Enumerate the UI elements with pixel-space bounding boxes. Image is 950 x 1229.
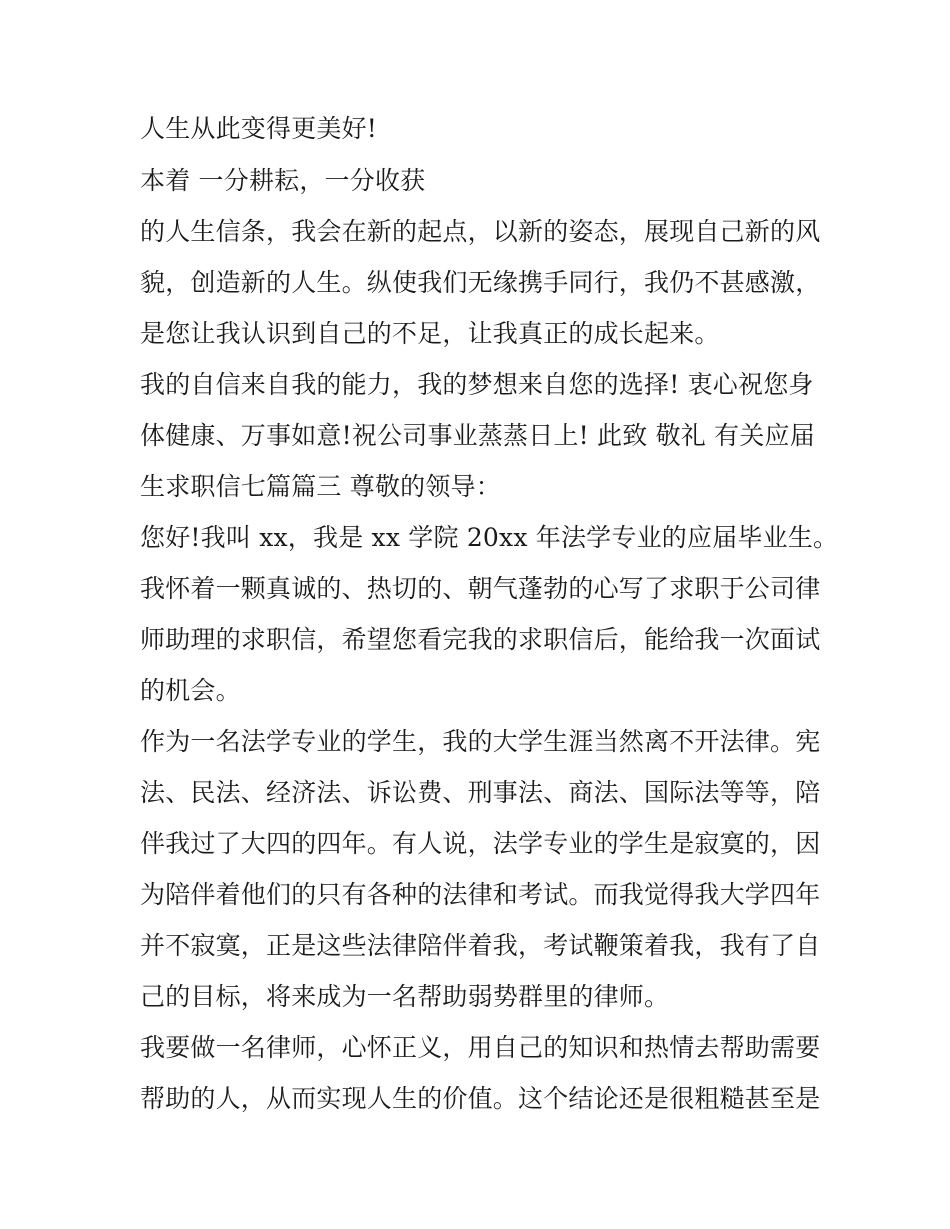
- text-line: 我要做一名律师，心怀正义，用自己的知识和热情去帮助需要: [140, 1033, 821, 1062]
- text-line: 体健康、万事如意!祝公司事业蒸蒸日上! 此致 敬礼 有关应届: [140, 421, 815, 450]
- text-line: 法、民法、经济法、诉讼费、刑事法、商法、国际法等等，陪: [140, 778, 821, 807]
- text-line: 您好!我叫 xx，我是 xx 学院 20xx 年法学专业的应届毕业生。: [140, 523, 839, 552]
- text-line: 并不寂寞，正是这些法律陪伴着我，考试鞭策着我，我有了自: [140, 931, 821, 960]
- text-line: 为陪伴着他们的只有各种的法律和考试。而我觉得我大学四年: [140, 880, 821, 909]
- text-line: 帮助的人，从而实现人生的价值。这个结论还是很粗糙甚至是: [140, 1084, 821, 1113]
- text-line: 师助理的求职信，希望您看完我的求职信后，能给我一次面试: [140, 625, 821, 654]
- text-line: 的人生信条，我会在新的起点，以新的姿态，展现自己新的风: [140, 217, 821, 246]
- text-line: 我怀着一颗真诚的、热切的、朝气蓬勃的心写了求职于公司律: [140, 574, 821, 603]
- text-line: 己的目标，将来成为一名帮助弱势群里的律师。: [140, 982, 670, 1011]
- text-line: 伴我过了大四的四年。有人说，法学专业的学生是寂寞的，因: [140, 829, 821, 858]
- text-line: 的机会。: [140, 676, 241, 705]
- text-line: 本着 一分耕耘，一分收获: [140, 166, 426, 195]
- text-line: 人生从此变得更美好!: [140, 114, 378, 143]
- text-line: 是您让我认识到自己的不足，让我真正的成长起来。: [140, 319, 720, 348]
- text-line: 貌，创造新的人生。纵使我们无缘携手同行，我仍不甚感激，: [140, 268, 821, 297]
- text-line: 作为一名法学专业的学生，我的大学生涯当然离不开法律。宪: [140, 727, 821, 756]
- text-line: 生求职信七篇篇三 尊敬的领导：: [140, 472, 501, 501]
- text-line: 我的自信来自我的能力，我的梦想来自您的选择! 衷心祝您身: [140, 370, 814, 399]
